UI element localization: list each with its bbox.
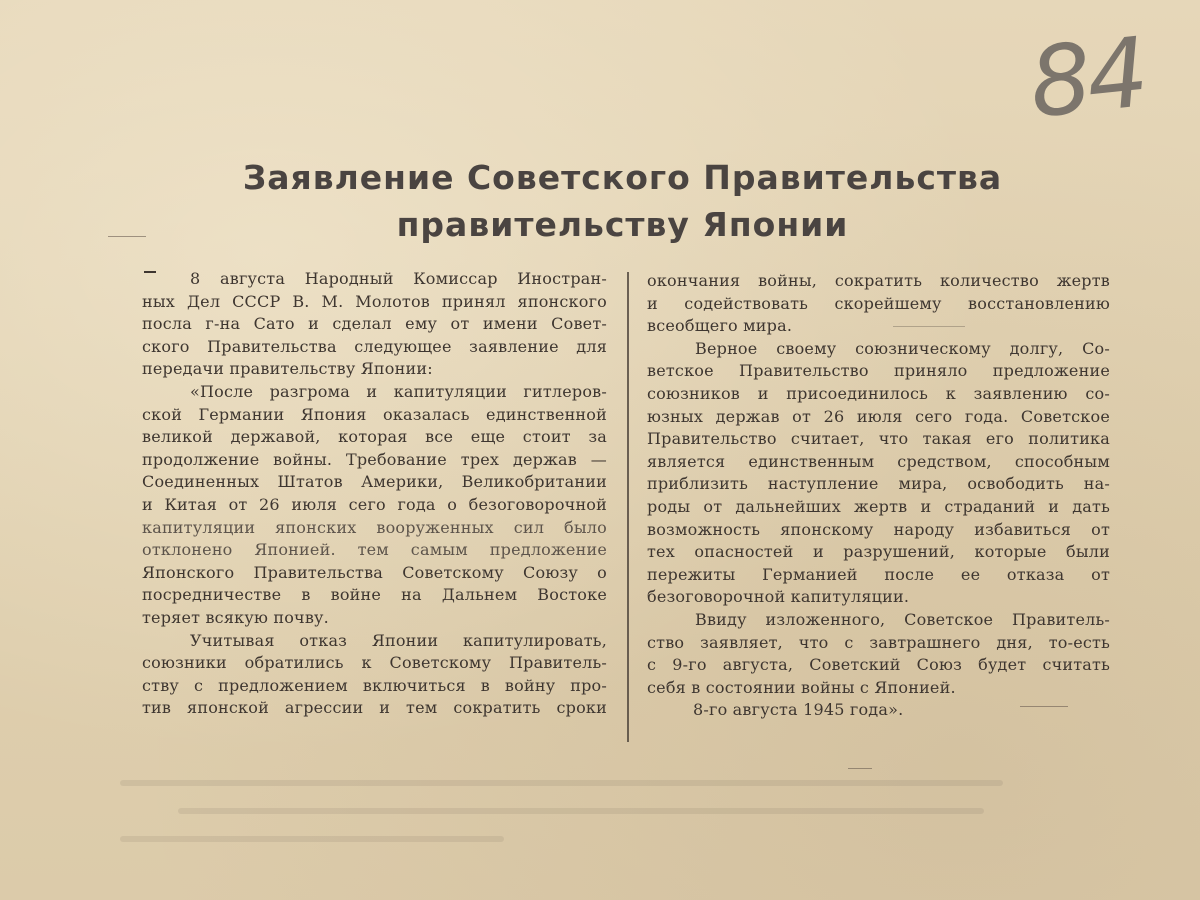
article-line: ных Дел СССР В. М. Молотов принял японского [142, 291, 607, 311]
article-date-line: 8-го августа 1945 года». [693, 700, 904, 720]
headline-line-1: Заявление Советского Правительства [242, 158, 1003, 197]
article-line: посла г-на Сато и сделал ему от имени Совет- [142, 314, 607, 334]
article-line: ству с предложением включиться в войну про- [142, 675, 607, 695]
article-line: посредничестве в войне на Дальнем Востоке [142, 585, 607, 605]
margin-dash [108, 236, 146, 237]
article-line: тив японской агрессии и тем сократить сроки [142, 698, 607, 718]
right-article-column [647, 270, 1110, 722]
article-line: великой державой, которая все еще стоит за [142, 427, 607, 447]
article-line: и содействовать скорейшему восстановлению [647, 293, 1110, 313]
article-line: окончания войны, сократить количество жертв [647, 271, 1110, 290]
article-line: передачи правительству Японии: [142, 359, 433, 379]
article-line: юзных держав от 26 июля сего года. Советское [647, 406, 1110, 426]
article-line: Учитывая отказ Японии капитулировать, [190, 630, 607, 650]
article-line: теряет всякую почву. [142, 607, 329, 627]
article-line: продолжение войны. Требование трех держав — [142, 449, 607, 469]
article-line: Ввиду изложенного, Советское Правитель- [695, 609, 1110, 629]
handwritten-page-number: 84 [1024, 16, 1150, 140]
article-line: 8 августа Народный Комиссар Иностран- [190, 269, 607, 288]
article-line: роды от дальнейших жертв и страданий и дать [647, 496, 1110, 516]
column-divider [627, 272, 629, 742]
article-line: союзников и присоединилось к заявлению со- [647, 383, 1110, 403]
article-line: и Китая от 26 июля сего года о безоговорочной [142, 494, 607, 514]
left-article-column [142, 268, 607, 720]
article-line: тех опасностей и разрушений, которые были [647, 542, 1110, 562]
article-line: пережиты Германией после ее отказа от [647, 564, 1110, 584]
article-line: «После разгрома и капитуляции гитлеров- [190, 381, 607, 401]
article-line: безоговорочной капитуляции. [647, 587, 910, 607]
article-line: ство заявляет, что с завтрашнего дня, то-есть [647, 632, 1110, 652]
article-line: Правительство считает, что такая его политика [647, 429, 1110, 449]
article-line: отклонено Японией. тем самым предложение [142, 540, 607, 560]
article-line: Японского Правительства Советскому Союзу о [142, 562, 607, 582]
article-line: ского Правительства следующее заявление для [142, 336, 607, 356]
article-line: себя в состоянии войны с Японией. [647, 677, 956, 697]
article-line: является единственным средством, способным [647, 451, 1110, 471]
article-line: союзники обратились к Советскому Правитель- [142, 653, 607, 673]
article-line: возможность японскому народу избавиться от [647, 519, 1110, 539]
article-line: Верное своему союзническому долгу, Со- [695, 338, 1110, 358]
article-line: Соединенных Штатов Америки, Великобритании [142, 472, 607, 492]
article-line: ветское Правительство приняло предложение [647, 361, 1110, 381]
article-line: с 9-го августа, Советский Союз будет считать [647, 655, 1110, 675]
article-line: капитуляции японских вооруженных сил было [142, 517, 607, 537]
bleed-through-text [120, 758, 1080, 878]
headline-line-2: правительству Японии [396, 205, 849, 244]
article-line: ской Германии Япония оказалась единственной [142, 404, 607, 424]
article-line: всеобщего мира. [647, 316, 793, 336]
article-line: приблизить наступление мира, освободить на- [647, 474, 1110, 494]
